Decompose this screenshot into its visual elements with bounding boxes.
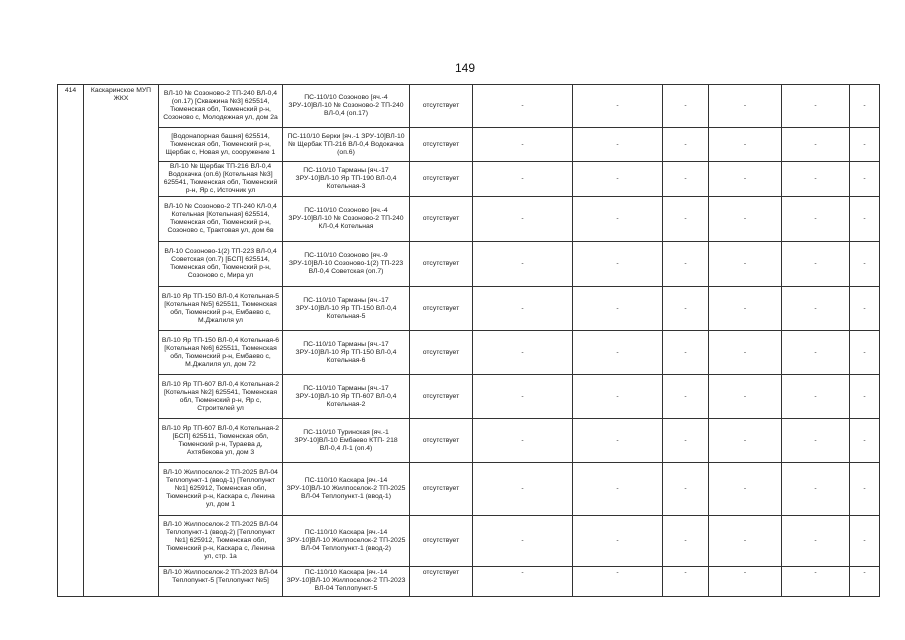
supply-cell xyxy=(283,85,410,128)
value-cell xyxy=(573,85,663,128)
value-cell-text: - xyxy=(814,304,817,312)
value-cell-text: - xyxy=(863,304,866,312)
value-cell-text: - xyxy=(743,304,747,312)
status-cell xyxy=(410,197,473,242)
value-cell xyxy=(709,287,782,331)
value-cell-text: - xyxy=(814,537,817,544)
value-cell xyxy=(663,287,709,331)
object-cell-text: ВЛ-10 Созоново-1(2) ТП-223 ВЛ-0,4 Советская (оп.7) [БСП] 625514, Тюменская обл, Тюменский р-н, Созоново с, Мира ул xyxy=(164,248,277,279)
status-cell-text: отсутствует xyxy=(422,102,460,109)
value-cell-text: - xyxy=(814,260,817,267)
value-cell-text: - xyxy=(863,537,866,544)
supply-cell xyxy=(283,331,410,375)
value-cell xyxy=(709,331,782,375)
status-cell-text: отсутствует xyxy=(422,436,460,444)
object-cell-text: ВЛ-10 Жилпоселок-2 ТП-2025 ВЛ-04 Теплопункт-1 (ввод-1) [Теплопункт №1] 625912, Тюменская обл, Тюменский р-н, Каскара с, Ленина ул, дом 1 xyxy=(163,469,278,508)
value-cell xyxy=(782,419,850,463)
value-cell-text: - xyxy=(616,485,619,492)
value-cell xyxy=(850,128,880,162)
status-cell xyxy=(410,463,473,516)
value-cell xyxy=(709,516,782,567)
value-cell-text: - xyxy=(684,102,687,109)
object-cell xyxy=(159,516,283,567)
status-cell xyxy=(410,287,473,331)
supply-cell-text: ПС-110/10 Туринская [яч.-1 ЗРУ-10]ВЛ-10 Ембаево КТП- 218 ВЛ-0,4 Л-1 (оп.4) xyxy=(294,428,398,452)
value-cell xyxy=(782,128,850,162)
value-cell-text: - xyxy=(684,215,687,222)
supply-cell-text: ПС-110/10 Берки [яч.-1 ЗРУ-10]ВЛ-10 № Щербак ТП-216 ВЛ-0,4 Водокачка (оп.6) xyxy=(287,132,405,156)
value-cell xyxy=(573,128,663,162)
value-cell-text: - xyxy=(616,215,619,222)
value-cell xyxy=(663,375,709,419)
value-cell-text: - xyxy=(863,436,866,444)
value-cell-text: - xyxy=(743,537,747,544)
value-cell-text: - xyxy=(743,485,747,492)
object-cell-text: ВЛ-10 № Щербак ТП-216 ВЛ-0,4 Водокачка (оп.6) [Котельная №3] 625541, Тюменская обл, Тюменский р-н, Яр с, Источник ул xyxy=(163,163,278,194)
value-cell-text: - xyxy=(684,348,687,356)
value-cell-text: - xyxy=(616,304,619,312)
row-number-cell-text: 414 xyxy=(64,87,77,94)
value-cell-text: - xyxy=(863,485,866,492)
value-cell-text: - xyxy=(743,215,747,222)
object-cell xyxy=(159,162,283,197)
value-cell xyxy=(663,331,709,375)
supply-cell-text: ПС-110/10 Каскара [яч.-14 ЗРУ-10]ВЛ-10 Жилпоселок-2 ТП-2025 ВЛ-04 Теплопункт-1 (ввод-2) xyxy=(286,529,406,552)
value-cell-text: - xyxy=(684,392,687,400)
value-cell xyxy=(573,242,663,287)
value-cell xyxy=(782,375,850,419)
value-cell xyxy=(850,419,880,463)
value-cell xyxy=(663,516,709,567)
object-cell-text: ВЛ-10 № Созоново-2 ТП-240 ВЛ-0,4 (оп.17) [Скважина №3] 625514, Тюменская обл, Тюменский р-н, Созоново с, Молодежная ул, дом 2а xyxy=(163,90,278,121)
status-cell-text: отсутствует xyxy=(422,392,460,400)
supply-cell-text: ПС-110/10 Тарманы [яч.-17 ЗРУ-10]ВЛ-10 Яр ТП-150 ВЛ-0,4 Котельная-5 xyxy=(295,296,397,320)
supply-cell xyxy=(283,242,410,287)
object-cell-text: ВЛ-10 Яр ТП-607 ВЛ-0,4 Котельная-2 [Котельная №2] 625541, Тюменская обл, Тюменский р-н, Яр с, Строителей ул xyxy=(161,380,280,412)
status-cell xyxy=(410,128,473,162)
supply-cell xyxy=(283,567,410,597)
value-cell-text: - xyxy=(616,102,619,109)
supply-cell-text: ПС-110/10 Тарманы [яч.-17 ЗРУ-10]ВЛ-10 Яр ТП-150 ВЛ-0,4 Котельная-6 xyxy=(295,340,397,364)
object-cell xyxy=(159,331,283,375)
supply-cell xyxy=(283,463,410,516)
supply-cell xyxy=(283,128,410,162)
value-cell xyxy=(850,567,880,597)
data-table xyxy=(57,84,880,597)
value-cell-text: - xyxy=(743,102,747,109)
status-cell xyxy=(410,419,473,463)
object-cell-text: ВЛ-10 № Созоново-2 ТП-240 КЛ-0,4 Котельная [Котельная] 625514, Тюменская обл, Тюменский р-н, Созоново с, Трактовая ул, дом 6в xyxy=(164,203,277,234)
status-cell xyxy=(410,162,473,197)
status-cell-text: отсутствует xyxy=(422,304,460,312)
supply-cell xyxy=(283,162,410,197)
object-cell xyxy=(159,375,283,419)
value-cell-text: - xyxy=(863,260,866,267)
value-cell xyxy=(850,242,880,287)
value-cell xyxy=(663,242,709,287)
object-cell-text: ВЛ-10 Яр ТП-607 ВЛ-0,4 Котельная-2 [БСП] 625511, Тюменская обл, Тюменский р-н, Тураева д, Ахтябекова ул, дом 3 xyxy=(161,424,280,456)
value-cell-text: - xyxy=(521,140,524,148)
supply-cell-text: ПС-110/10 Каскара [яч.-14 ЗРУ-10]ВЛ-10 Жилпоселок-2 ТП-2025 ВЛ-04 Теплопункт-1 (ввод-1) xyxy=(286,477,406,500)
status-cell xyxy=(410,375,473,419)
value-cell xyxy=(573,331,663,375)
value-cell xyxy=(709,419,782,463)
supply-cell xyxy=(283,516,410,567)
value-cell-text: - xyxy=(616,392,619,400)
status-cell xyxy=(410,567,473,597)
value-cell xyxy=(663,463,709,516)
value-cell xyxy=(782,463,850,516)
value-cell xyxy=(573,162,663,197)
object-cell xyxy=(159,242,283,287)
value-cell xyxy=(473,419,573,463)
value-cell-text: - xyxy=(743,260,747,267)
value-cell-text: - xyxy=(616,348,619,356)
value-cell xyxy=(473,331,573,375)
value-cell-text: - xyxy=(863,392,866,400)
value-cell xyxy=(782,287,850,331)
value-cell-text: - xyxy=(814,392,817,400)
value-cell xyxy=(663,197,709,242)
supply-cell-text: ПС-110/10 Созоново [яч.-4 ЗРУ-10]ВЛ-10 № Созоново-2 ТП-240 КЛ-0,4 Котельная xyxy=(288,207,404,230)
value-cell xyxy=(782,331,850,375)
value-cell-text: - xyxy=(743,175,747,182)
value-cell xyxy=(782,85,850,128)
value-cell-text: - xyxy=(521,436,524,444)
object-cell xyxy=(159,419,283,463)
value-cell xyxy=(473,85,573,128)
value-cell xyxy=(663,85,709,128)
value-cell-text: - xyxy=(684,436,687,444)
value-cell-text: - xyxy=(814,175,817,182)
status-cell xyxy=(410,85,473,128)
value-cell-text: - xyxy=(521,348,524,356)
value-cell-text: - xyxy=(521,175,524,182)
value-cell xyxy=(782,567,850,597)
value-cell xyxy=(850,463,880,516)
value-cell xyxy=(473,516,573,567)
value-cell-text: - xyxy=(863,102,866,109)
value-cell-text: - xyxy=(814,102,817,109)
value-cell xyxy=(850,197,880,242)
value-cell xyxy=(850,287,880,331)
supply-cell xyxy=(283,287,410,331)
value-cell xyxy=(573,287,663,331)
value-cell-text: - xyxy=(684,537,687,544)
value-cell-text: - xyxy=(521,569,524,576)
value-cell-text: - xyxy=(863,569,866,576)
supply-cell-text: ПС-110/10 Созоново [яч.-9 ЗРУ-10]ВЛ-10 Созоново-1(2) ТП-223 ВЛ-0,4 Советская (оп.7) xyxy=(288,252,404,275)
value-cell-text: - xyxy=(616,260,619,267)
value-cell-text: - xyxy=(863,140,866,148)
value-cell xyxy=(663,128,709,162)
value-cell xyxy=(473,162,573,197)
value-cell-text: - xyxy=(521,485,524,492)
supply-cell-text: ПС-110/10 Тарманы [яч.-17 ЗРУ-10]ВЛ-10 Яр ТП-190 ВЛ-0,4 Котельная-3 xyxy=(295,167,397,190)
value-cell xyxy=(850,331,880,375)
value-cell xyxy=(573,463,663,516)
supply-cell xyxy=(283,375,410,419)
value-cell xyxy=(709,375,782,419)
value-cell xyxy=(782,242,850,287)
value-cell-text: - xyxy=(521,260,524,267)
value-cell-text: - xyxy=(743,569,747,576)
value-cell xyxy=(473,567,573,597)
value-cell xyxy=(850,162,880,197)
value-cell xyxy=(473,463,573,516)
value-cell xyxy=(782,516,850,567)
value-cell-text: - xyxy=(521,392,524,400)
status-cell-text: отсутствует xyxy=(422,140,460,148)
value-cell xyxy=(663,162,709,197)
status-cell xyxy=(410,242,473,287)
value-cell-text: - xyxy=(814,215,817,222)
object-cell-text: ВЛ-10 Яр ТП-150 ВЛ-0,4 Котельная-5 [Котельная №5] 625511, Тюменская обл, Тюменский р-н, Ембаево с, М.Джалиля ул xyxy=(161,292,280,324)
value-cell xyxy=(573,567,663,597)
value-cell xyxy=(709,567,782,597)
value-cell-text: - xyxy=(863,215,866,222)
value-cell-text: - xyxy=(684,175,687,182)
value-cell xyxy=(709,463,782,516)
value-cell xyxy=(473,197,573,242)
page-number: 149 xyxy=(455,61,476,75)
value-cell xyxy=(663,567,709,597)
status-cell-text: отсутствует xyxy=(422,537,460,544)
object-cell-text: [Водонапорная башня] 625514, Тюменская обл, Тюменский р-н, Щербак с, Новая ул, сооружение 1 xyxy=(165,132,276,156)
status-cell-text: отсутствует xyxy=(422,260,460,267)
object-cell xyxy=(159,85,283,128)
object-cell xyxy=(159,197,283,242)
organization-cell xyxy=(84,85,159,597)
value-cell-text: - xyxy=(684,260,687,267)
value-cell-text: - xyxy=(684,485,687,492)
value-cell xyxy=(573,516,663,567)
value-cell-text: - xyxy=(743,348,747,356)
value-cell-text: - xyxy=(743,392,747,400)
value-cell xyxy=(709,128,782,162)
value-cell-text: - xyxy=(521,102,524,109)
value-cell-text: - xyxy=(863,348,866,356)
status-cell-text: отсутствует xyxy=(422,485,460,492)
value-cell xyxy=(473,287,573,331)
supply-cell-text: ПС-110/10 Каскара [яч.-14 ЗРУ-10]ВЛ-10 Жилпоселок-2 ТП-2023 ВЛ-04 Теплопункт-5 xyxy=(286,569,406,592)
object-cell-text: ВЛ-10 Жилпоселок-2 ТП-2023 ВЛ-04 Теплопункт-5 [Теплопункт №5] xyxy=(163,569,278,584)
value-cell-text: - xyxy=(616,436,619,444)
status-cell-text: отсутствует xyxy=(422,569,460,576)
value-cell xyxy=(709,242,782,287)
value-cell-text: - xyxy=(684,304,687,312)
value-cell-text: - xyxy=(616,175,619,182)
value-cell-text: - xyxy=(743,436,747,444)
row-number-cell xyxy=(58,85,84,597)
value-cell xyxy=(473,128,573,162)
status-cell-text: отсутствует xyxy=(422,215,460,222)
value-cell xyxy=(473,375,573,419)
value-cell-text: - xyxy=(521,304,524,312)
value-cell xyxy=(473,242,573,287)
object-cell-text: ВЛ-10 Яр ТП-150 ВЛ-0,4 Котельная-6 [Котельная №6] 625511, Тюменская обл, Тюменский р-н, Ембаево с, М.Джалиля ул, дом 72 xyxy=(161,336,280,368)
value-cell xyxy=(709,197,782,242)
object-cell xyxy=(159,287,283,331)
value-cell xyxy=(709,85,782,128)
value-cell xyxy=(709,162,782,197)
supply-cell-text: ПС-110/10 Тарманы [яч.-17 ЗРУ-10]ВЛ-10 Яр ТП-607 ВЛ-0,4 Котельная-2 xyxy=(295,384,397,408)
object-cell-text: ВЛ-10 Жилпоселок-2 ТП-2025 ВЛ-04 Теплопункт-1 (ввод-2) [Теплопункт №1] 625912, Тюменская обл, Тюменский р-н, Каскара с, Ленина ул, стр. 1а xyxy=(163,521,278,560)
value-cell xyxy=(573,197,663,242)
status-cell xyxy=(410,331,473,375)
organization-cell-text: Каскаринское МУП ЖКХ xyxy=(90,87,152,102)
value-cell-text: - xyxy=(684,569,687,576)
value-cell xyxy=(850,85,880,128)
value-cell-text: - xyxy=(814,436,817,444)
value-cell-text: - xyxy=(521,537,524,544)
object-cell xyxy=(159,463,283,516)
value-cell-text: - xyxy=(616,140,619,148)
value-cell xyxy=(782,162,850,197)
supply-cell xyxy=(283,197,410,242)
value-cell-text: - xyxy=(521,215,524,222)
value-cell-text: - xyxy=(743,140,747,148)
status-cell-text: отсутствует xyxy=(422,175,460,182)
value-cell xyxy=(850,516,880,567)
value-cell xyxy=(573,375,663,419)
supply-cell xyxy=(283,419,410,463)
value-cell-text: - xyxy=(814,485,817,492)
value-cell-text: - xyxy=(814,348,817,356)
value-cell xyxy=(850,375,880,419)
value-cell-text: - xyxy=(863,175,866,182)
status-cell-text: отсутствует xyxy=(422,348,460,356)
value-cell-text: - xyxy=(684,140,687,148)
status-cell xyxy=(410,516,473,567)
value-cell-text: - xyxy=(616,537,619,544)
value-cell-text: - xyxy=(616,569,619,576)
value-cell xyxy=(782,197,850,242)
object-cell xyxy=(159,567,283,597)
value-cell-text: - xyxy=(814,140,817,148)
supply-cell-text: ПС-110/10 Созоново [яч.-4 ЗРУ-10]ВЛ-10 № Созоново-2 ТП-240 ВЛ-0,4 (оп.17) xyxy=(288,94,404,117)
value-cell xyxy=(573,419,663,463)
object-cell xyxy=(159,128,283,162)
value-cell xyxy=(663,419,709,463)
value-cell-text: - xyxy=(814,569,817,576)
